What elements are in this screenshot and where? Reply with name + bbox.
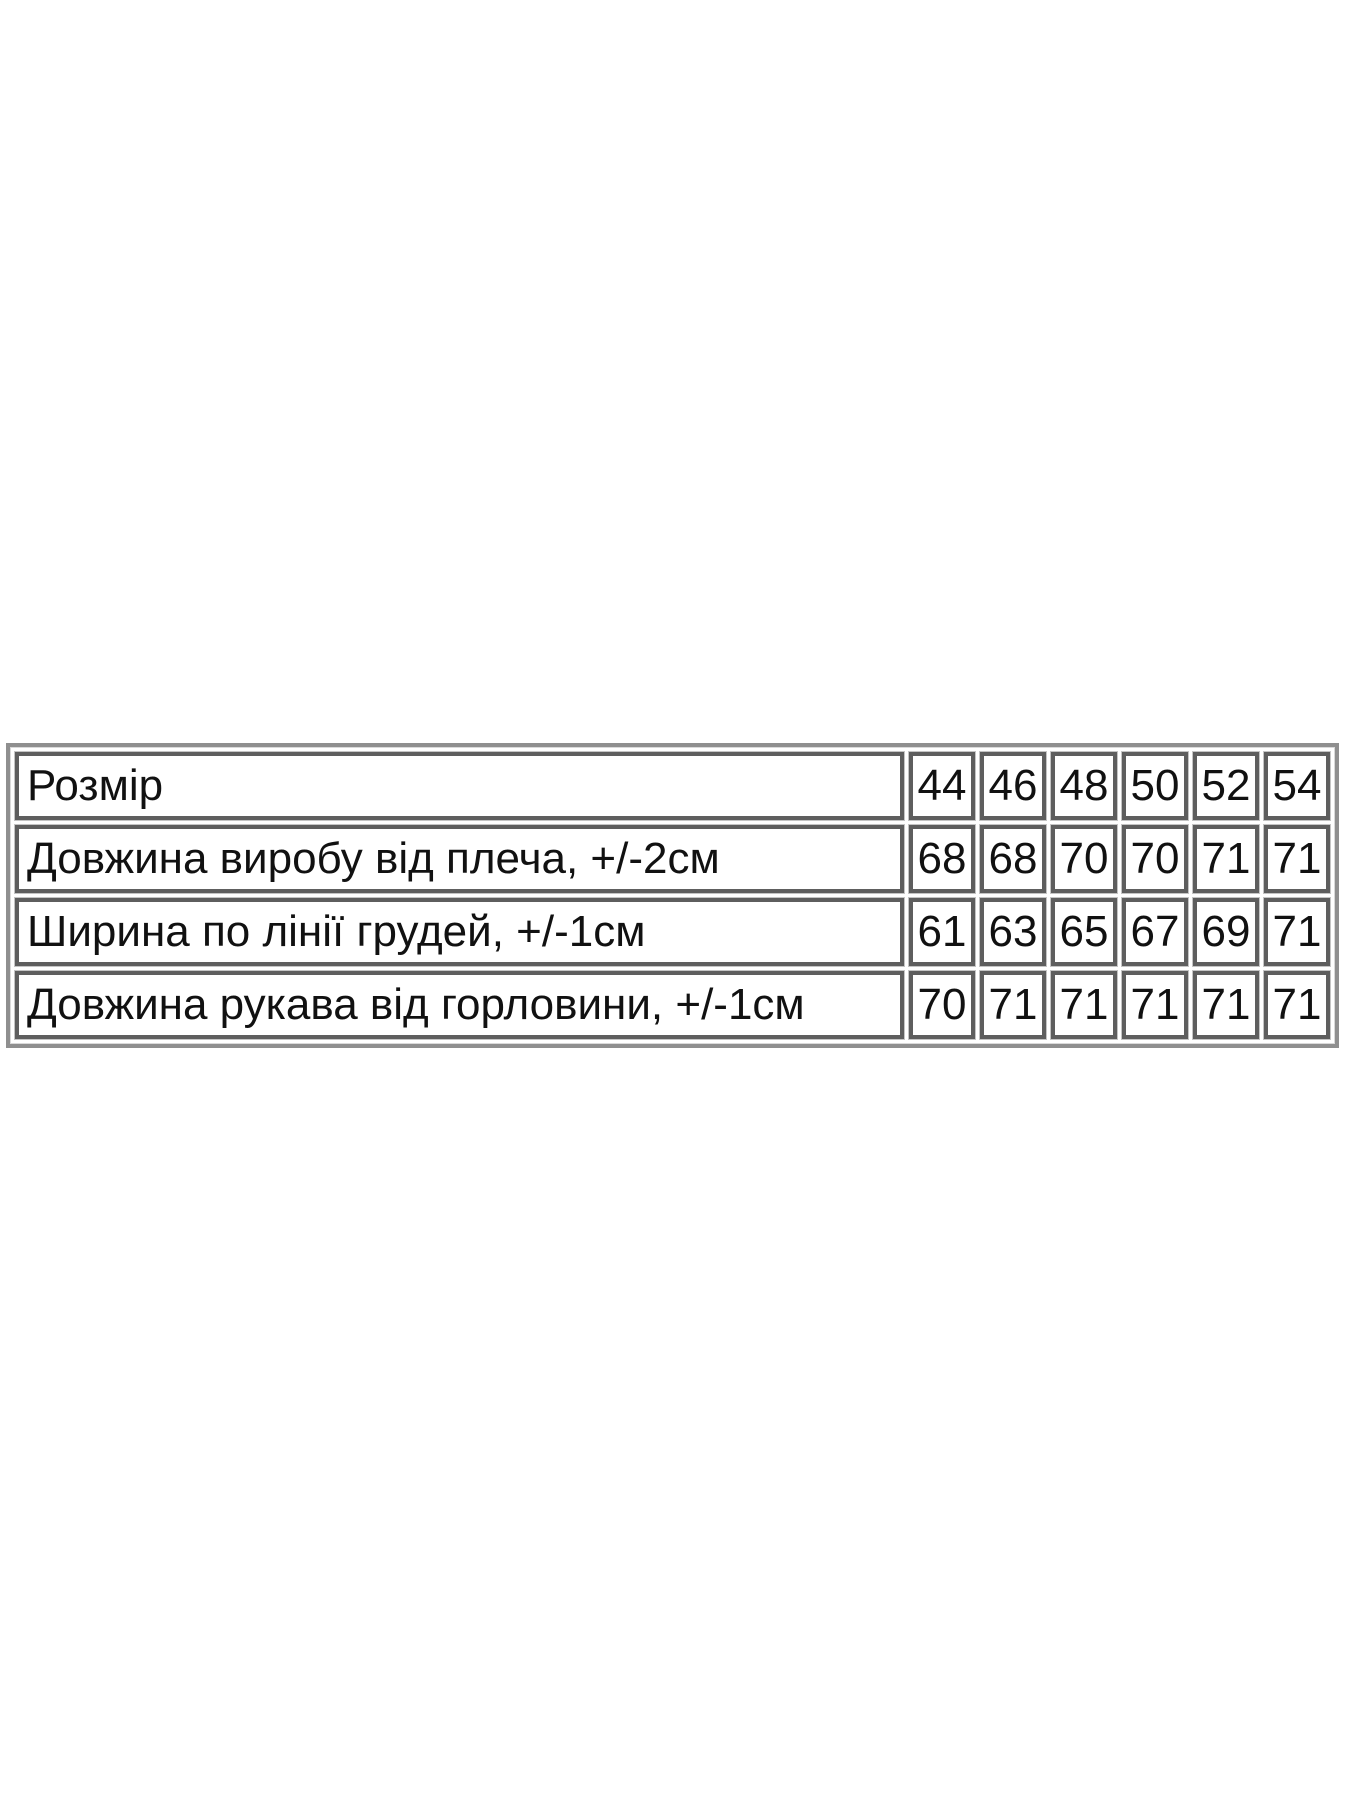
measurement-value: 70	[909, 971, 975, 1039]
measurement-value: 71	[1264, 825, 1330, 893]
size-chart-table	[6, 743, 1339, 1048]
size-value: 50	[1122, 752, 1188, 820]
size-chart-body	[15, 752, 1330, 1039]
measurement-value: 68	[980, 825, 1046, 893]
size-value: 52	[1193, 752, 1259, 820]
measurement-value: 70	[1051, 825, 1117, 893]
measurement-value: 68	[909, 825, 975, 893]
measurement-value: 71	[1051, 971, 1117, 1039]
measurement-value: 67	[1122, 898, 1188, 966]
measurement-value: 71	[1193, 971, 1259, 1039]
measurement-value: 61	[909, 898, 975, 966]
size-value: 54	[1264, 752, 1330, 820]
size-value: 44	[909, 752, 975, 820]
row-label-chest-width: Ширина по лінії грудей, +/-1см	[15, 898, 904, 966]
measurement-value: 71	[1193, 825, 1259, 893]
row-label-size: Розмір	[15, 752, 904, 820]
table-row-chest-width	[15, 898, 1330, 966]
measurement-value: 71	[1264, 971, 1330, 1039]
size-value: 46	[980, 752, 1046, 820]
measurement-value: 71	[1122, 971, 1188, 1039]
table-row-product-length	[15, 825, 1330, 893]
table-row-sizes	[15, 752, 1330, 820]
measurement-value: 63	[980, 898, 1046, 966]
measurement-value: 65	[1051, 898, 1117, 966]
measurement-value: 70	[1122, 825, 1188, 893]
measurement-value: 71	[980, 971, 1046, 1039]
row-label-sleeve-length: Довжина рукава від горловини, +/-1см	[15, 971, 904, 1039]
size-value: 48	[1051, 752, 1117, 820]
measurement-value: 69	[1193, 898, 1259, 966]
measurement-value: 71	[1264, 898, 1330, 966]
table-row-sleeve-length	[15, 971, 1330, 1039]
row-label-product-length: Довжина виробу від плеча, +/-2см	[15, 825, 904, 893]
